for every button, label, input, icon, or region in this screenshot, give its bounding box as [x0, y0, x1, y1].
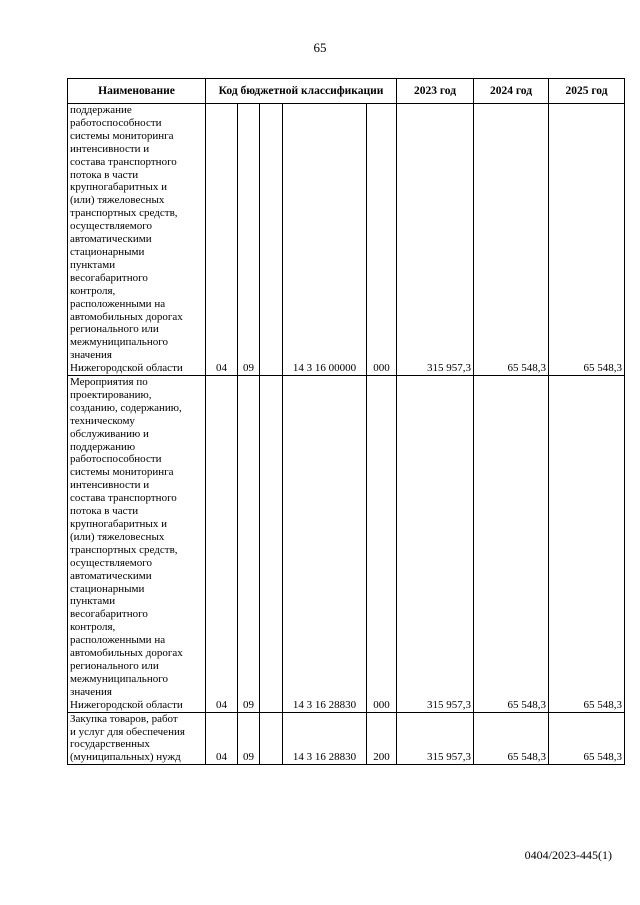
row-name-line: потока в части [70, 505, 139, 518]
subsection-code: 09 [238, 104, 260, 376]
row-name-line: расположенными на [70, 634, 166, 647]
subsection-code: 09 [238, 712, 260, 765]
table-row [68, 376, 625, 713]
article-code: 14 3 16 28830 [283, 376, 367, 713]
row-name-line: расположенными на [70, 297, 166, 310]
empty-cell [260, 104, 283, 376]
article-code: 14 3 16 00000 [283, 104, 367, 376]
row-name-line: стационарными [70, 582, 145, 595]
value-2024: 65 548,3 [474, 104, 549, 376]
row-name [68, 712, 206, 765]
row-name-line: системы мониторинга [70, 129, 174, 142]
empty-cell [260, 376, 283, 713]
row-name-line: Нижегородской области [70, 698, 183, 711]
row-name-line: техническому [70, 414, 135, 427]
row-name-line: работоспособности [70, 116, 162, 129]
budget-table [67, 78, 625, 765]
header-name: Наименование [68, 79, 206, 104]
row-name-line: осуществляемого [70, 556, 153, 569]
row-name-line: транспортных средств, [70, 543, 178, 556]
row-name-line: Закупка товаров, работ [70, 712, 178, 725]
row-name-line: интенсивности и [70, 142, 150, 155]
empty-cell [260, 712, 283, 765]
row-name-line: поддержание [70, 104, 132, 116]
row-name-line: государственных [70, 738, 150, 751]
expense-type-code: 000 [367, 104, 397, 376]
row-name-line: созданию, содержанию, [70, 401, 182, 414]
row-name-line: регионального или [70, 659, 159, 672]
table-header-row [68, 79, 625, 104]
row-name-line: автоматическими [70, 569, 152, 582]
document-code: 0404/2023-445(1) [524, 848, 612, 862]
value-2025: 65 548,3 [549, 104, 625, 376]
section-code: 04 [206, 712, 238, 765]
subsection-code: 09 [238, 376, 260, 713]
value-2025: 65 548,3 [549, 376, 625, 713]
row-name-line: межмуниципального [70, 672, 168, 685]
value-2025: 65 548,3 [549, 712, 625, 765]
row-name-line: контроля, [70, 284, 116, 297]
row-name-line: транспортных средств, [70, 207, 178, 220]
row-name-line: потока в части [70, 168, 139, 181]
row-name-line: межмуниципального [70, 336, 168, 349]
row-name-line: интенсивности и [70, 479, 150, 492]
row-name-line: осуществляемого [70, 220, 153, 233]
table-row [68, 104, 625, 376]
article-code: 14 3 16 28830 [283, 712, 367, 765]
row-name-line: (или) тяжеловесных [70, 530, 165, 543]
table-row [68, 712, 625, 765]
row-name-line: значения [70, 685, 112, 698]
row-name-line: весогабаритного [70, 271, 148, 284]
row-name-line: автоматическими [70, 233, 152, 246]
expense-type-code: 000 [367, 376, 397, 713]
row-name-line: регионального или [70, 323, 159, 336]
row-name-line: (или) тяжеловесных [70, 194, 165, 207]
row-name-line: состава транспортного [70, 492, 177, 505]
header-code: Код бюджетной классификации [206, 79, 397, 104]
page-number: 65 [313, 40, 327, 55]
row-name-line: Нижегородской области [70, 362, 183, 375]
header-2025: 2025 год [549, 79, 625, 104]
row-name-line: системы мониторинга [70, 466, 174, 479]
value-2024: 65 548,3 [474, 712, 549, 765]
row-name-line: пунктами [70, 595, 116, 608]
header-2023: 2023 год [397, 79, 474, 104]
row-name-line: пунктами [70, 258, 116, 271]
row-name [68, 104, 206, 376]
section-code: 04 [206, 104, 238, 376]
value-2023: 315 957,3 [397, 376, 474, 713]
row-name-line: (муниципальных) нужд [70, 751, 181, 764]
row-name-line: состава транспортного [70, 155, 177, 168]
row-name-line: автомобильных дорогах [70, 310, 183, 323]
row-name-line: весогабаритного [70, 608, 148, 621]
row-name-line: крупногабаритных и [70, 181, 167, 194]
row-name-line: работоспособности [70, 453, 162, 466]
value-2023: 315 957,3 [397, 104, 474, 376]
value-2024: 65 548,3 [474, 376, 549, 713]
section-code: 04 [206, 376, 238, 713]
row-name [68, 376, 206, 713]
row-name-line: и услуг для обеспечения [70, 725, 185, 738]
row-name-line: стационарными [70, 245, 145, 258]
row-name-line: значения [70, 349, 112, 362]
row-name-line: автомобильных дорогах [70, 647, 183, 660]
row-name-line: крупногабаритных и [70, 518, 167, 530]
row-name-line: обслуживанию и [70, 427, 149, 440]
row-name-line: Мероприятия по [70, 376, 148, 389]
row-name-line: контроля, [70, 621, 116, 634]
expense-type-code: 200 [367, 712, 397, 765]
header-2024: 2024 год [474, 79, 549, 104]
value-2023: 315 957,3 [397, 712, 474, 765]
row-name-line: поддержанию [70, 440, 136, 453]
row-name-line: проектированию, [70, 388, 152, 401]
